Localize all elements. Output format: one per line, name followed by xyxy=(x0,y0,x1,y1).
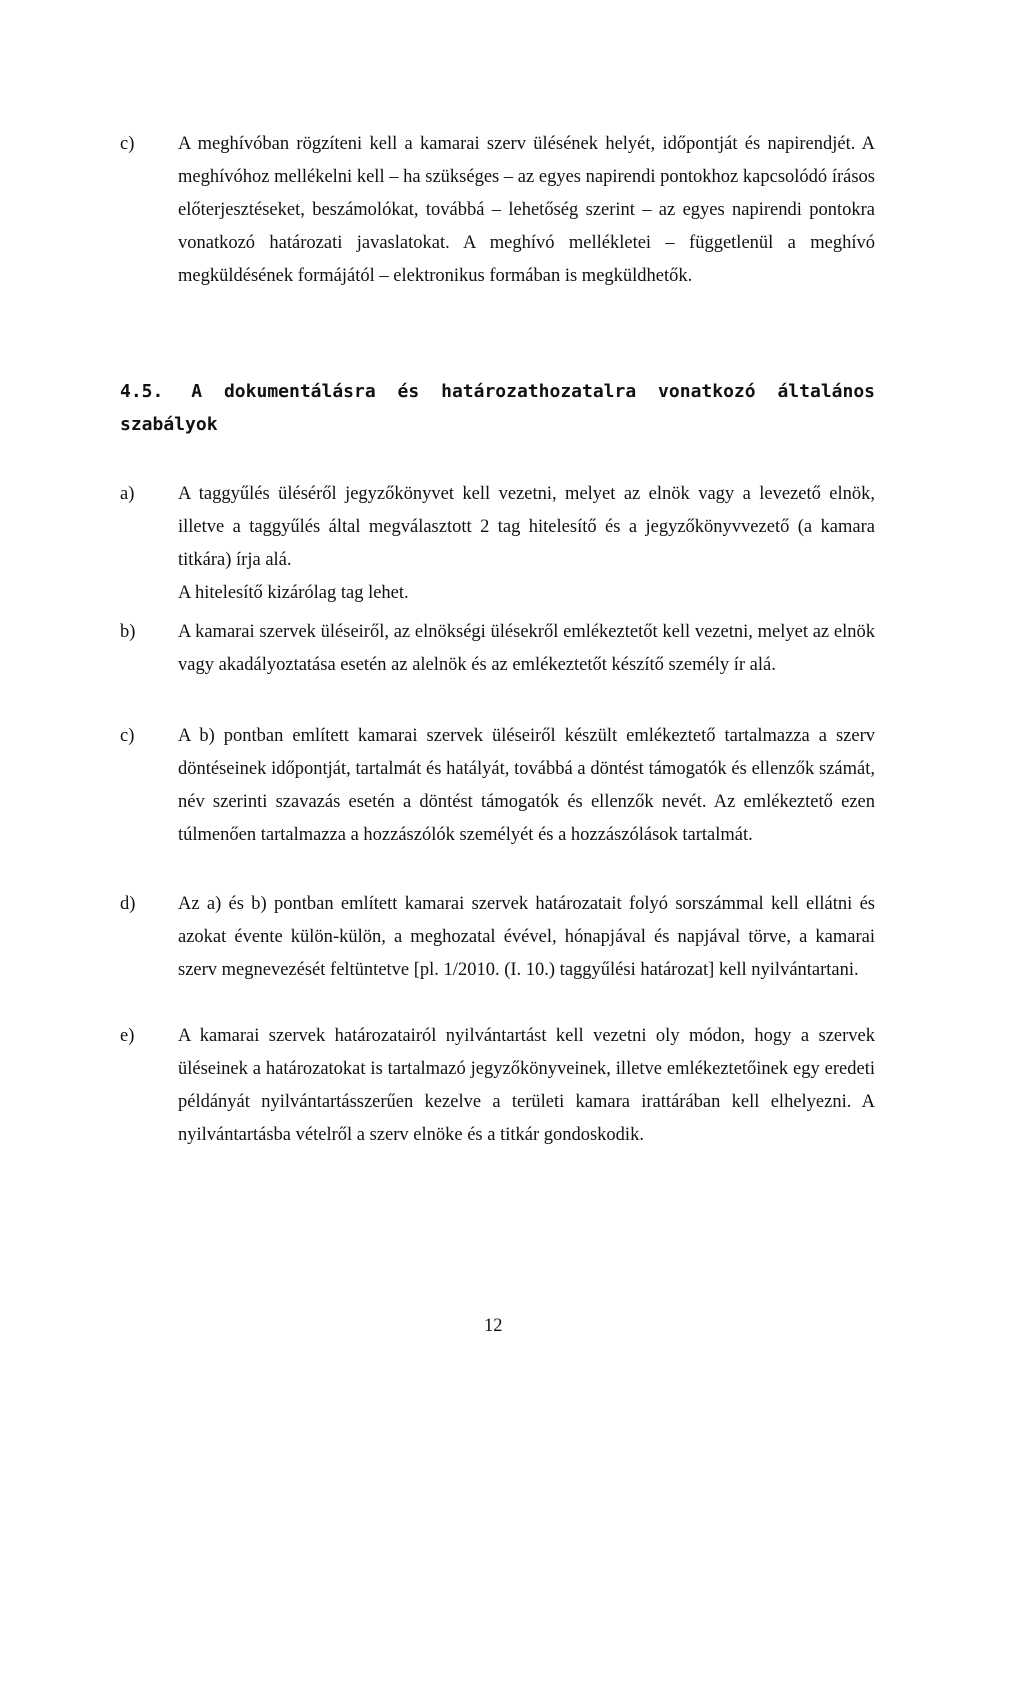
item-label: e) xyxy=(120,1026,135,1046)
list-item-d xyxy=(120,888,875,987)
page-number: 12 xyxy=(484,1316,503,1336)
item-label: c) xyxy=(120,726,135,746)
section-heading xyxy=(120,375,875,441)
item-text: A b) pontban említett kamarai szervek üléseiről készült emlékeztető tartalmazza a szerv döntéseinek időpontját, tartalmát és hatályát, továbbá a döntést támogatók és ellenzők számát, név szerinti szavazás esetén a döntést támogatók és ellenzők nevét. Az emlékeztető ezen túlmenően tartalmazza a hozzászólók személyét és a hozzászólások tartalmát. xyxy=(178,726,875,845)
list-item-b xyxy=(120,616,875,682)
item-text: A kamarai szervek üléseiről, az elnökségi ülésekről emlékeztetőt kell vezetni, melyet az elnök vagy akadályoztatása esetén az alelnök és az emlékeztetőt készítő személy ír alá. xyxy=(178,622,875,675)
item-text: A taggyűlés üléséről jegyzőkönyvet kell vezetni, melyet az elnök vagy a levezető elnök, illetve a taggyűlés által megválasztott 2 tag hitelesítő és a jegyzőkönyvvezető (a kamara titkára) írja alá. xyxy=(178,484,875,570)
item-extra-text: A hitelesítő kizárólag tag lehet. xyxy=(178,583,409,603)
item-text: A kamarai szervek határozatairól nyilvántartást kell vezetni oly módon, hogy a szervek üléseinek a határozatokat is tartalmazó jegyzőkönyveinek, illetve emlékeztetőinek egy eredeti példányát nyilvántartásszerűen kezelve a területi kamara irattárában kell elhelyezni. A nyilvántartásba vételről a szerv elnöke és a titkár gondoskodik. xyxy=(178,1026,875,1145)
item-label: c) xyxy=(120,134,135,154)
item-text: A meghívóban rögzíteni kell a kamarai szerv ülésének helyét, időpontját és napirendjét. A meghívóhoz mellékelni kell – ha szükséges – az egyes napirendi pontokhoz kapcsolódó írásos előterjesztéseket, beszámolókat, továbbá – lehetőség szerint – az egyes napirendi pontokra vonatkozó határozati javaslatokat. A meghívó mellékletei – függetlenül a meghívó megküldésének formájától – elektronikus formában is megküldhetők. xyxy=(178,134,875,286)
list-item-a xyxy=(120,478,875,610)
section-number: 4.5. xyxy=(120,381,164,402)
item-label: b) xyxy=(120,622,136,642)
list-item-c xyxy=(120,720,875,852)
item-label: d) xyxy=(120,894,136,914)
list-item-e xyxy=(120,1020,875,1152)
item-label: a) xyxy=(120,484,135,504)
list-item-c-invitation xyxy=(120,128,875,293)
item-text: Az a) és b) pontban említett kamarai szervek határozatait folyó sorszámmal kell ellátni és azokat évente külön-külön, a meghozatal évével, hónapjával és napjával törve, a kamarai szerv megnevezését feltüntetve [pl. 1/2010. (I. 10.) taggyűlési határozat] kell nyilvántartani. xyxy=(178,894,875,980)
section-title: A dokumentálásra és határozathozatalra vonatkozó általános szabályok xyxy=(120,381,875,435)
